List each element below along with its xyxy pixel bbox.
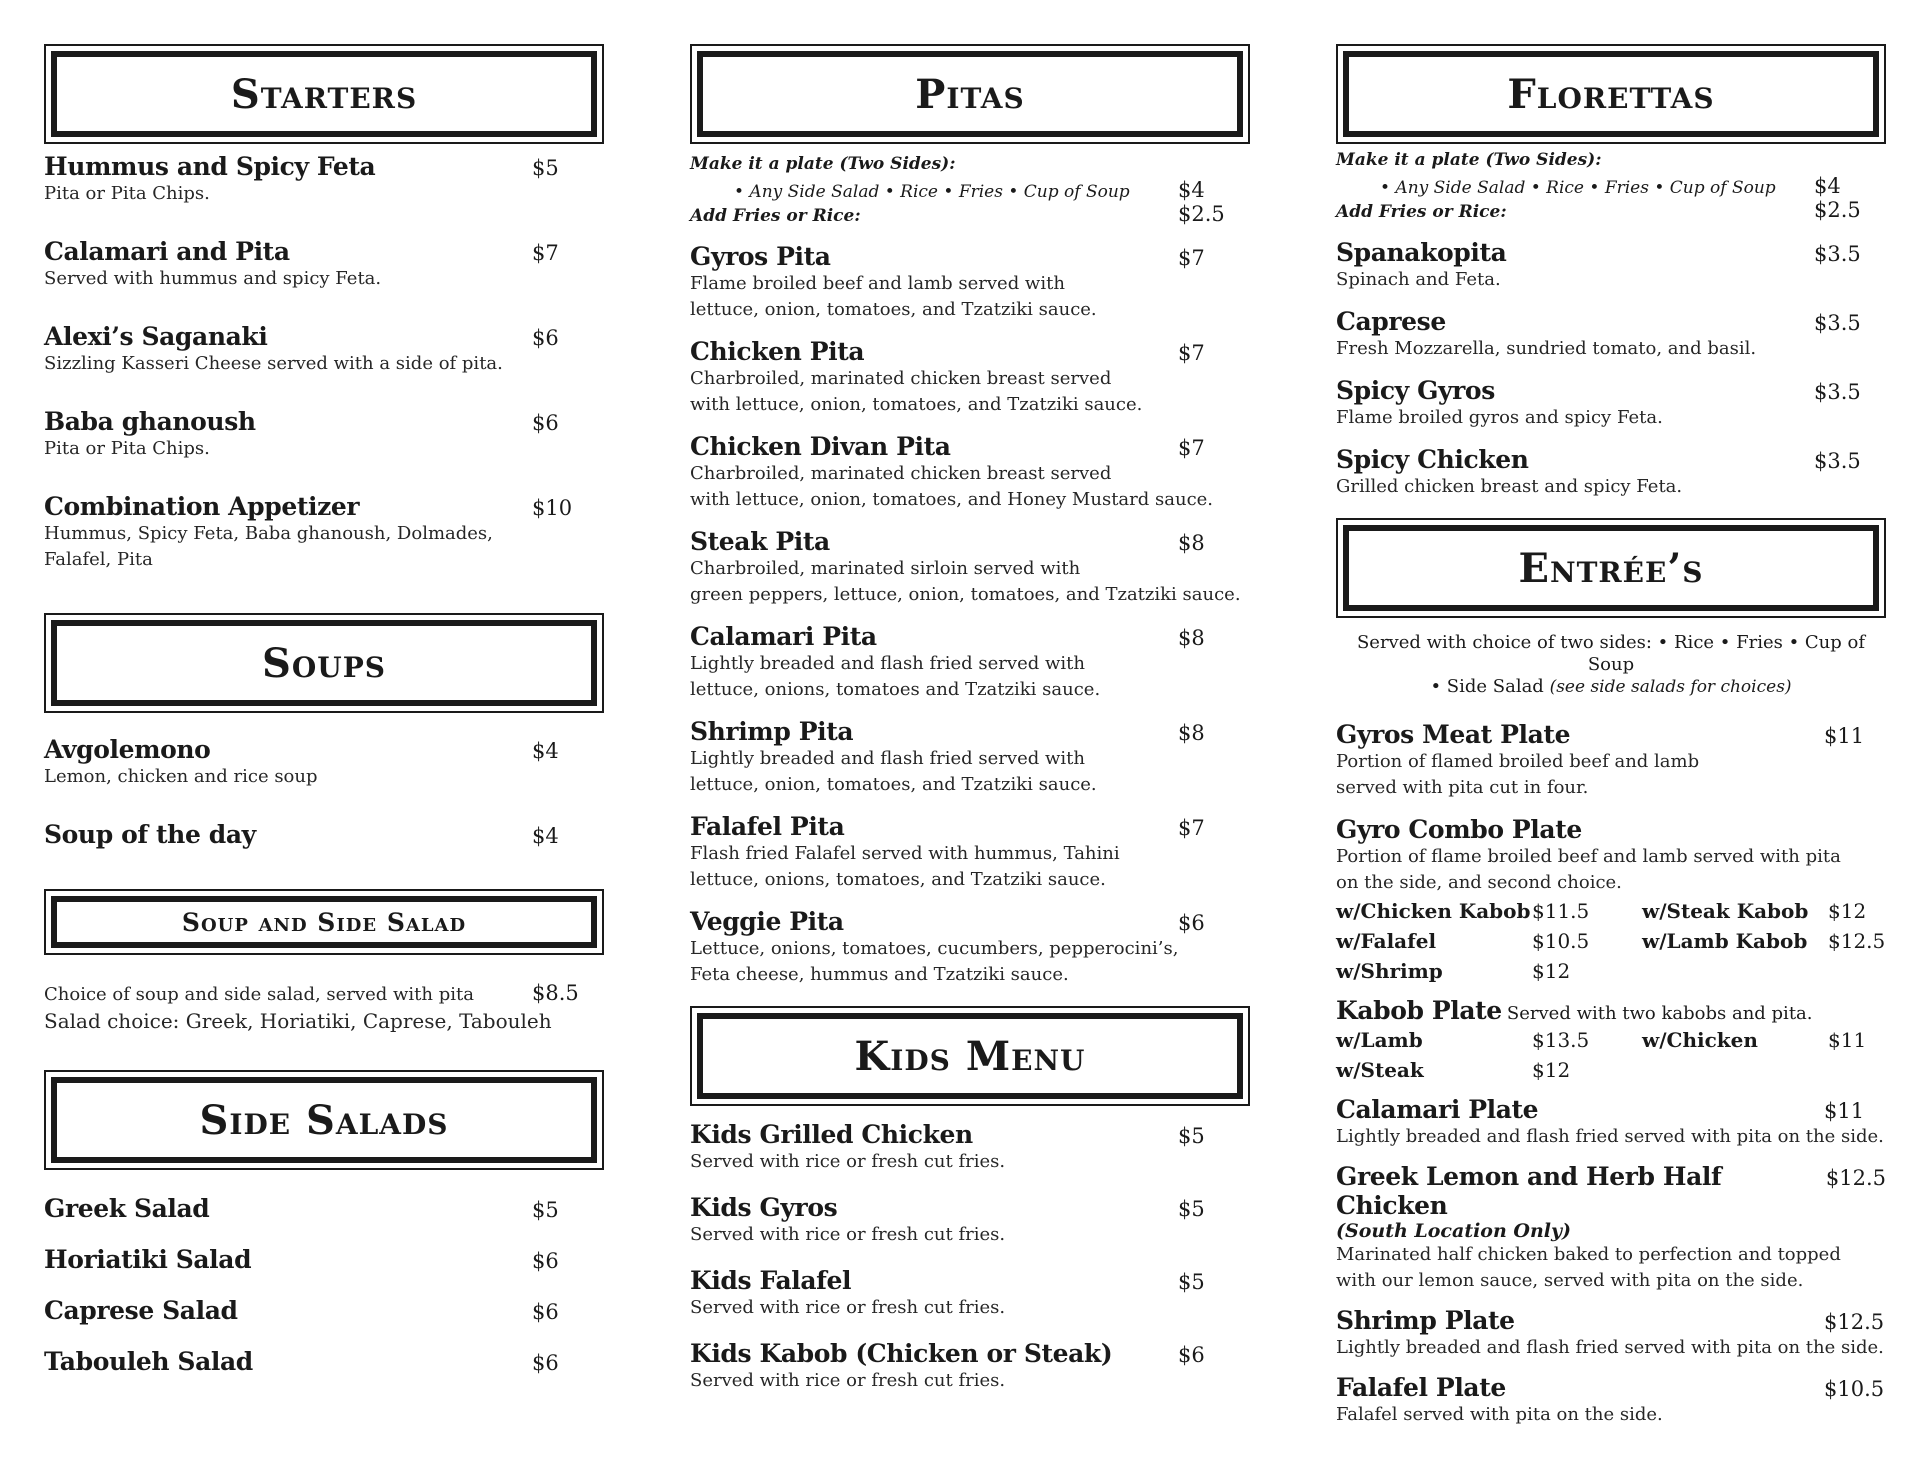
add-price: $2.5 [1814,198,1861,222]
item-desc: Marinated half chicken baked to perfection and topped [1336,1244,1841,1265]
item-name: Spicy Gyros [1336,376,1495,405]
item-desc: lettuce, onions, tomatoes, and Tzatziki sauce. [690,869,1106,890]
item-price: $6 [532,1300,559,1324]
item-desc: Fresh Mozzarella, sundried tomato, and basil. [1336,338,1757,359]
sides-note-2: • Side Salad [1430,676,1544,697]
menu-item [690,812,1250,893]
item-name: Kids Gyros [690,1193,838,1222]
item-desc: Lettuce, onions, tomatoes, cucumbers, pepperocini’s, [690,938,1179,959]
item-desc: lettuce, onion, tomatoes, and Tzatziki sauce. [690,774,1097,795]
item-price: $11 [1824,724,1865,748]
add-price: $2.5 [1178,202,1225,226]
item-name: Calamari Pita [690,622,877,651]
item-name: Hummus and Spicy Feta [44,152,376,181]
option-price: $12 [1532,959,1571,983]
entrees-header [1336,518,1886,618]
item-name: Avgolemono [44,735,211,764]
item-name: Gyro Combo Plate [1336,815,1582,844]
side-salads-title: Side Salads [199,1096,449,1144]
soups-header [44,613,604,713]
plate-note: Make it a plate (Two Sides): [690,154,956,174]
pitas-title: Pitas [915,70,1025,118]
soup-salad-desc: Choice of soup and side salad, served with pita [44,984,474,1005]
item-name: Kids Grilled Chicken [690,1120,973,1149]
menu-item [690,527,1250,608]
item-price: $10.5 [1824,1377,1885,1401]
item-name: Spanakopita [1336,238,1507,267]
menu-item [44,1245,604,1274]
menu-item [1336,1306,1886,1361]
item-price: $12.5 [1825,1166,1886,1190]
menu-item [690,432,1250,513]
menu-item [1336,445,1886,500]
item-name: Greek Salad [44,1194,210,1223]
menu-item [1336,238,1886,293]
item-desc: on the side, and second choice. [1336,872,1622,893]
item-desc: green peppers, lettuce, onion, tomatoes, and Tzatziki sauce. [690,584,1241,605]
sides-note-line2 [1336,676,1886,698]
sides-hint: (see side salads for choices) [1549,677,1792,697]
item-desc: Feta cheese, hummus and Tzatziki sauce. [690,964,1069,985]
entrees-section [1336,518,1886,1428]
item-desc: Falafel, Pita [44,549,153,570]
item-name: Caprese Salad [44,1296,238,1325]
menu-item [1336,720,1886,801]
item-name: Kids Kabob (Chicken or Steak) [690,1339,1113,1368]
item-desc: Pita or Pita Chips. [44,438,210,459]
item-price: $7 [1178,246,1205,270]
item-desc: Served with rice or fresh cut fries. [690,1297,1006,1318]
menu-item [1336,996,1886,1085]
option-label: w/Shrimp [1336,959,1443,983]
item-desc: Charbroiled, marinated chicken breast served [690,368,1112,389]
menu-item [44,407,604,462]
item-price: $8 [1178,721,1205,745]
item-name: Kabob Plate [1336,996,1502,1025]
item-name: Shrimp Plate [1336,1306,1515,1335]
entrees-title: Entrée’s [1518,544,1704,592]
item-desc: with our lemon sauce, served with pita on the side. [1336,1270,1804,1291]
menu-item [690,907,1250,988]
item-desc: Sizzling Kasseri Cheese served with a side of pita. [44,353,503,374]
plate-options: • Any Side Salad • Rice • Fries • Cup of Soup [734,182,1130,202]
item-name: Combination Appetizer [44,492,360,521]
item-desc: Flame broiled gyros and spicy Feta. [1336,407,1663,428]
item-name: Chicken Pita [690,337,865,366]
item-price: $5 [1178,1124,1205,1148]
add-note: Add Fries or Rice: [1336,202,1507,222]
item-price: $6 [532,411,559,435]
side-salads-section [44,1070,604,1376]
menu-item [1336,1095,1886,1150]
item-name: Horiatiki Salad [44,1245,252,1274]
menu-item [690,242,1250,323]
florettas-header [1336,44,1886,144]
item-price: $8 [1178,626,1205,650]
item-price: $3.5 [1814,380,1861,404]
sides-note: Served with choice of two sides: • Rice • Fries • Cup of Soup [1356,632,1866,675]
menu-item [690,1339,1250,1394]
soup-salad-section [44,889,604,1034]
add-note: Add Fries or Rice: [690,206,861,226]
item-price: $7 [532,241,559,265]
kabob-options [1336,1025,1886,1085]
kids-title: Kids Menu [854,1032,1086,1080]
column-middle [690,44,1250,1406]
item-desc: lettuce, onions, tomatoes and Tzatziki sauce. [690,679,1101,700]
item-desc: Served with rice or fresh cut fries. [690,1224,1006,1245]
item-price: $5 [532,1198,559,1222]
item-name: Chicken Divan Pita [690,432,951,461]
item-desc: Grilled chicken breast and spicy Feta. [1336,476,1683,497]
florettas-section [1336,44,1886,500]
item-desc: Lightly breaded and flash fried served with [690,653,1085,674]
option-price: $11.5 [1532,899,1590,923]
item-desc: Served with hummus and spicy Feta. [44,268,382,289]
soup-salad-price: $8.5 [532,981,579,1005]
item-desc: Portion of flame broiled beef and lamb served with pita [1336,846,1841,867]
starters-title: Starters [230,70,418,118]
menu-item [690,717,1250,798]
item-name: Greek Lemon and Herb Half Chicken [1336,1162,1722,1220]
option-price: $11 [1828,1028,1867,1052]
item-price: $6 [1178,1343,1205,1367]
item-name: Kids Falafel [690,1266,852,1295]
option-price: $10.5 [1532,929,1590,953]
florettas-title: Florettas [1507,70,1715,118]
item-price: $3.5 [1814,449,1861,473]
starters-section [44,44,604,573]
item-price: $10 [532,496,573,520]
item-name: Gyros Pita [690,242,831,271]
soups-section [44,613,604,849]
item-price: $12.5 [1824,1310,1885,1334]
item-name: Falafel Plate [1336,1373,1506,1402]
item-price: $5 [532,156,559,180]
combo-options [1336,896,1886,986]
item-name: Caprese [1336,307,1446,336]
side-salads-header [44,1070,604,1170]
item-desc: Portion of flamed broiled beef and lamb [1336,751,1700,772]
item-name: Alexi’s Saganaki [44,322,268,351]
kids-section [690,1006,1250,1394]
kids-header [690,1006,1250,1106]
item-desc: Charbroiled, marinated chicken breast served [690,463,1112,484]
menu-item [690,1193,1250,1248]
item-price: $6 [532,1249,559,1273]
column-left [44,44,604,1388]
menu-item [44,735,604,790]
menu-item [44,322,604,377]
option-label: w/Steak [1336,1058,1424,1082]
plate-note: Make it a plate (Two Sides): [1336,150,1602,170]
option-label: w/Falafel [1336,929,1437,953]
option-label: w/Chicken Kabob [1336,899,1531,923]
option-price: $12 [1532,1058,1571,1082]
item-desc: Falafel served with pita on the side. [1336,1404,1663,1425]
item-desc: with lettuce, onion, tomatoes, and Tzatziki sauce. [690,394,1143,415]
menu-item [1336,1373,1886,1428]
item-price: $11 [1824,1099,1865,1123]
option-label: w/Steak Kabob [1642,899,1809,923]
item-price: $7 [1178,816,1205,840]
item-price: $7 [1178,436,1205,460]
item-desc: served with pita cut in four. [1336,777,1589,798]
item-price: $5 [1178,1270,1205,1294]
menu-item [44,1194,604,1223]
item-desc: lettuce, onion, tomatoes, and Tzatziki sauce. [690,299,1097,320]
item-price: $6 [1178,911,1205,935]
menu-item [690,622,1250,703]
item-desc: Flame broiled beef and lamb served with [690,273,1065,294]
item-desc: Served with two kabobs and pita. [1506,1003,1813,1024]
item-name: Calamari and Pita [44,237,290,266]
item-name: Baba ghanoush [44,407,256,436]
menu-item [1336,815,1886,986]
menu-item [1336,307,1886,362]
item-desc: Lightly breaded and flash fried served with pita on the side. [1336,1337,1884,1358]
plate-options: • Any Side Salad • Rice • Fries • Cup of Soup [1380,178,1776,198]
item-price: $6 [532,326,559,350]
item-name: Gyros Meat Plate [1336,720,1571,749]
plate-price: $4 [1178,178,1205,202]
soup-salad-choices: Salad choice: Greek, Horiatiki, Caprese, Tabouleh [44,1009,552,1033]
item-desc: Served with rice or fresh cut fries. [690,1370,1006,1391]
menu-item [44,1296,604,1325]
menu-item [1336,1162,1886,1294]
option-label: w/Lamb Kabob [1642,929,1808,953]
option-price: $13.5 [1532,1028,1590,1052]
menu-item [44,820,604,849]
item-price: $4 [532,739,559,763]
item-desc: Lemon, chicken and rice soup [44,766,318,787]
menu-item [44,152,604,207]
item-price: $3.5 [1814,242,1861,266]
option-label: w/Lamb [1336,1028,1423,1052]
item-price: $5 [1178,1197,1205,1221]
item-price: $6 [532,1351,559,1375]
item-desc: Lightly breaded and flash fried served with [690,748,1085,769]
menu-item [690,1266,1250,1321]
item-subtitle: (South Location Only) [1336,1220,1572,1242]
item-desc: Served with rice or fresh cut fries. [690,1151,1006,1172]
item-desc: Spinach and Feta. [1336,269,1501,290]
menu-item [44,1347,604,1376]
plate-price: $4 [1814,174,1841,198]
item-name: Spicy Chicken [1336,445,1529,474]
soup-salad-title: Soup and Side Salad [181,907,467,937]
item-name: Steak Pita [690,527,830,556]
item-desc: Lightly breaded and flash fried served with pita on the side. [1336,1126,1884,1147]
item-price: $3.5 [1814,311,1861,335]
option-price: $12.5 [1828,929,1886,953]
item-desc: Hummus, Spicy Feta, Baba ghanoush, Dolmades, [44,523,493,544]
column-right [1336,44,1886,1440]
starters-header [44,44,604,144]
item-name: Soup of the day [44,820,256,849]
soups-title: Soups [262,639,386,687]
option-price: $12 [1828,899,1867,923]
item-name: Falafel Pita [690,812,845,841]
item-desc: Flash fried Falafel served with hummus, Tahini [690,843,1120,864]
menu-item [690,1120,1250,1175]
item-desc: with lettuce, onion, tomatoes, and Honey Mustard sauce. [690,489,1214,510]
item-desc: Pita or Pita Chips. [44,183,210,204]
item-name: Veggie Pita [690,907,844,936]
item-desc: Charbroiled, marinated sirloin served with [690,558,1081,579]
soup-salad-header [44,889,604,955]
menu-item [44,237,604,292]
item-name: Tabouleh Salad [44,1347,253,1376]
menu-item [44,492,604,573]
item-name: Shrimp Pita [690,717,854,746]
pitas-header [690,44,1250,144]
menu-item [690,337,1250,418]
menu-item [1336,376,1886,431]
item-name: Calamari Plate [1336,1095,1539,1124]
item-price: $4 [532,824,559,848]
item-price: $7 [1178,341,1205,365]
option-label: w/Chicken [1642,1028,1758,1052]
item-price: $8 [1178,531,1205,555]
pitas-section [690,44,1250,988]
